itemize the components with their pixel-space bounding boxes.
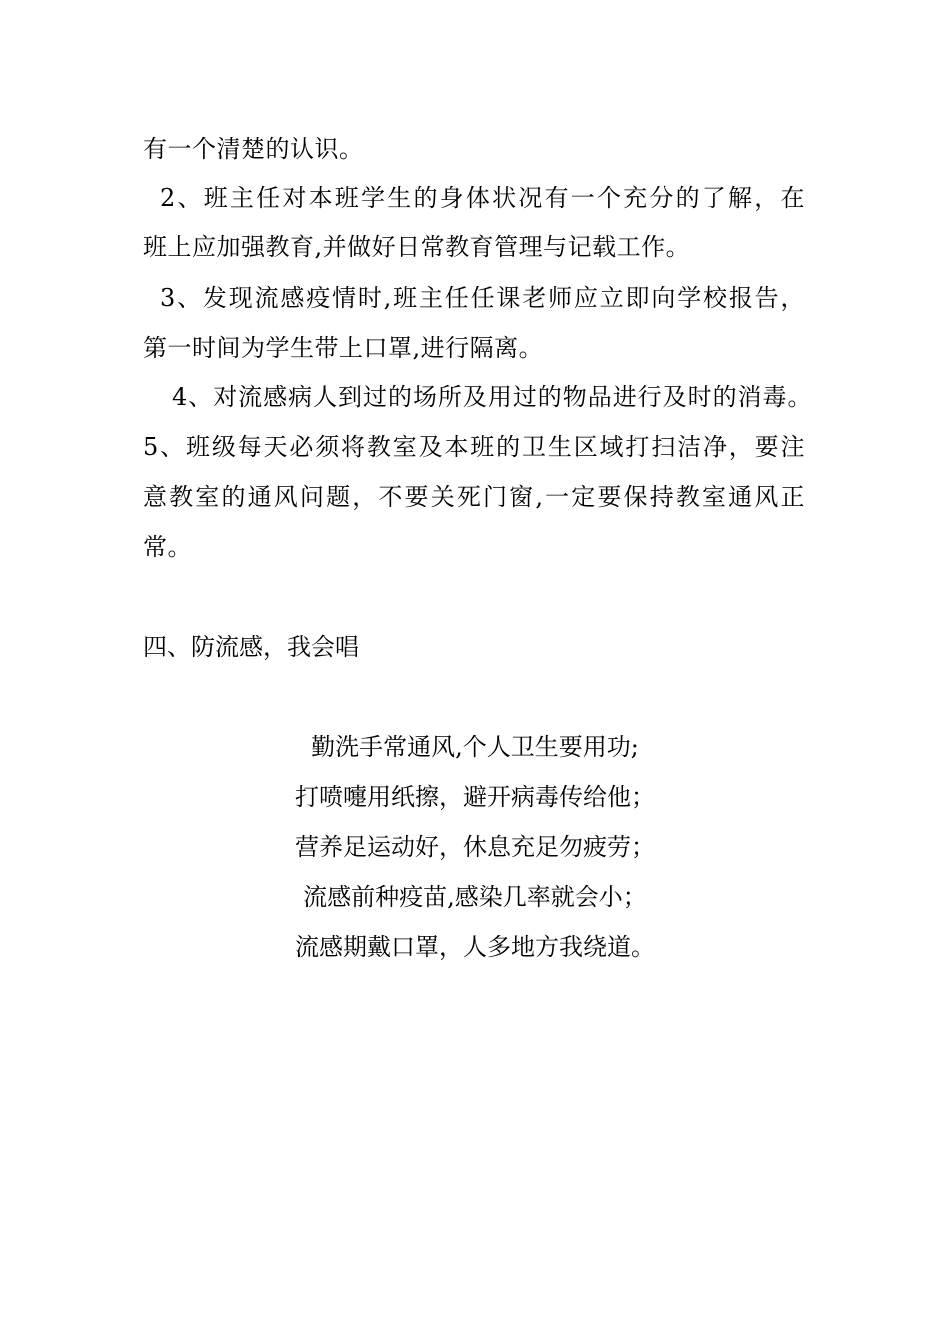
paragraph-line: 班上应加强教育,并做好日常教育管理与记载工作。 bbox=[143, 233, 691, 261]
paragraph-line: 第一时间为学生带上口罩,进行隔离。 bbox=[143, 334, 544, 362]
poem-line: 流感前种疫苗,感染几率就会小； bbox=[303, 883, 647, 911]
poem-line: 打喷嚏用纸擦，避开病毒传给他； bbox=[295, 783, 655, 811]
list-item-5: 5、班级每天必须将教室及本班的卫生区域打扫洁净，要注 bbox=[143, 433, 805, 461]
list-item-2: 2、班主任对本班学生的身体状况有一个充分的了解，在 bbox=[160, 184, 805, 212]
paragraph-line: 意教室的通风问题，不要关死门窗,一定要保持教室通风正 bbox=[143, 483, 805, 511]
poem-line: 流感期戴口罩，人多地方我绕道。 bbox=[295, 933, 655, 961]
list-item-3: 3、发现流感疫情时,班主任任课老师应立即向学校报告， bbox=[160, 284, 805, 312]
poem-line: 营养足运动好，休息充足勿疲劳； bbox=[295, 833, 655, 861]
list-item-4: 4、对流感病人到过的场所及用过的物品进行及时的消毒。 bbox=[172, 383, 812, 411]
section-heading: 四、防流感，我会唱 bbox=[143, 633, 359, 661]
paragraph-line: 常。 bbox=[143, 533, 192, 561]
paragraph-line: 有一个清楚的认识。 bbox=[143, 135, 364, 163]
poem-line: 勤洗手常通风,个人卫生要用功; bbox=[311, 733, 639, 761]
